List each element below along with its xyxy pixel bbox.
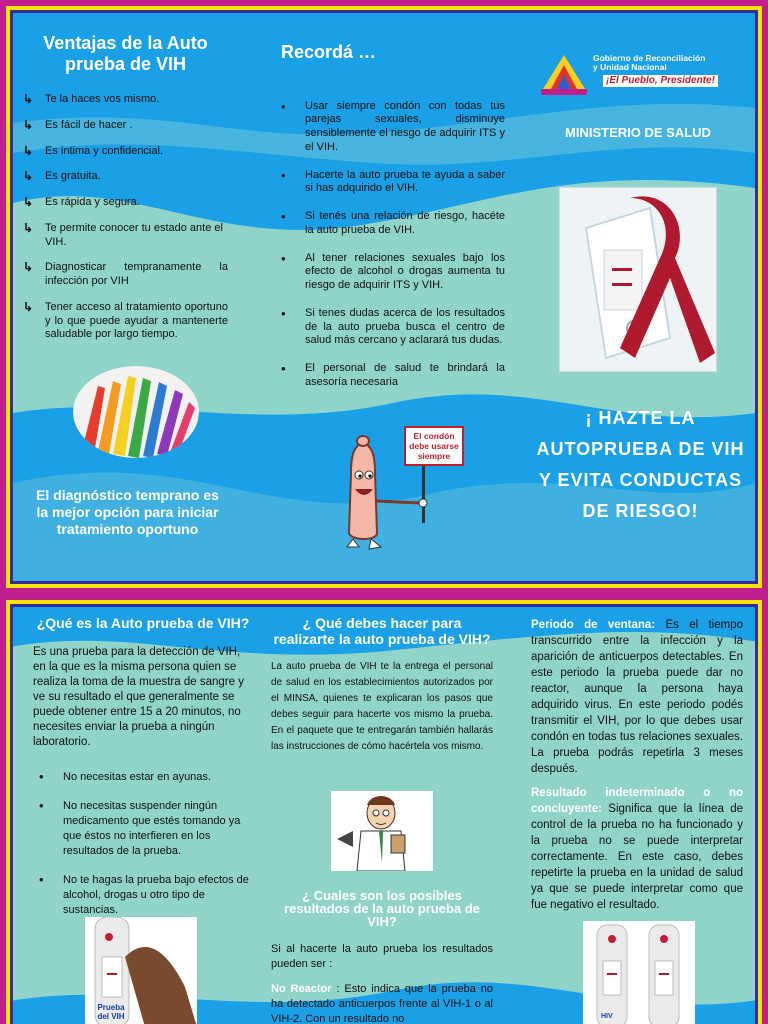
non-reactive-term: No Reactor — [271, 983, 332, 995]
arrow-bullet-icon: ↳ — [23, 143, 34, 158]
advantages-list — [23, 93, 228, 342]
arrow-bullet-icon: ↳ — [23, 169, 34, 184]
arrow-bullet-icon: ↳ — [23, 195, 34, 209]
ministry-name: MINISTERIO DE SALUD — [565, 125, 711, 140]
how-to-column — [271, 615, 493, 755]
list-item: ↳ Tener acceso al tratamiento oportuno y lo que puede ayudar a mantenerte saludable por largo tiempo. — [23, 299, 228, 341]
list-item: ↳ Es fácil de hacer . — [23, 117, 133, 132]
brochure-inner-side — [0, 594, 768, 1024]
list-item: • No te hagas la prueba bajo efectos de alcohol, drogas u otro tipo de sustancias. — [33, 873, 253, 918]
advantages-title: Ventajas de la Auto prueba de VIH — [43, 33, 208, 74]
what-is-list — [33, 770, 253, 918]
non-reactive-text: No Reactor : Esto indica que la prueba no ha detectado anticuerpos frente al VIH-1 o al VIH-2. Con un resultado no — [271, 983, 494, 1024]
list-item: • Hacerte la auto prueba te ayuda a saber si has adquirido el VIH. — [275, 169, 505, 197]
brochure-panel — [13, 13, 755, 581]
hiv-test-ribbon-image — [559, 187, 717, 372]
window-period-text: Periodo de ventana: Es el tiempo transcurrido entre la infección y la aparición de anticuerpos detectables. En este periodo la prueba puede dar no reactor, aunque la persona haya adquirido virus. En este periodo podés transmitir el VIH, por lo que debes usar condón en todas tus relaciones sexuales. La prueba podrás repetirla 3 meses después. — [531, 619, 743, 775]
logo-text-line1: Gobierno de Reconciliación — [593, 53, 706, 63]
logo-text-line2: y Unidad Nacional — [593, 62, 667, 72]
arrow-bullet-icon: ↳ — [23, 260, 34, 275]
list-item: ↳ Es intima y confidencial. — [23, 143, 163, 158]
remember-title: Recordá … — [281, 42, 377, 62]
page-frame — [6, 600, 762, 1024]
what-is-column — [33, 615, 253, 932]
what-is-text: Es una prueba para la detección de VIH, en la que es la misma persona quien se realiza la toma de la muestra de sangre y ve su resultado el que generalmente se puede obtener entre 15 a 20 minutos, no necesites enviar la prueba a ningún laboratorio. — [33, 646, 244, 748]
list-item: • No necesitas estar en ayunas. — [33, 770, 253, 785]
doctor-illustration — [331, 791, 433, 871]
list-item: • Al tener relaciones sexuales bajo los efecto de alcohol o drogas aumenta tu riesgo de adquirir ITS y VIH. — [275, 252, 505, 293]
colorful-hands-image — [73, 366, 199, 458]
list-item: • Usar siempre condón con todas tus parejas sexuales, disminuye sensiblemente el riesgo de adquirir ITS y el VIH. — [275, 100, 505, 155]
list-item: ↳ Te permite conocer tu estado ante el VIH. — [23, 220, 223, 248]
results-title: ¿ Cuales son los posibles resultados de la auto prueba de VIH? — [284, 888, 480, 929]
arrow-bullet-icon: ↳ — [23, 117, 34, 132]
remember-list — [275, 100, 505, 390]
advantages-column — [23, 33, 228, 354]
results-section — [271, 889, 493, 1024]
government-logo — [539, 49, 739, 101]
window-period-term: Periodo de ventana: — [531, 619, 656, 631]
list-item: ↳ Es gratuita. — [23, 169, 101, 184]
list-item: • Si tenés una relación de riesgo, hacéte la auto prueba de VIH. — [275, 210, 505, 238]
remember-column — [275, 41, 505, 404]
test-results-image — [583, 921, 695, 1024]
kit-label: HIV — [601, 1013, 613, 1020]
early-diagnosis-slogan: El diagnóstico temprano es la mejor opción para iniciar tratamiento oportuno — [36, 487, 219, 537]
what-is-title: ¿Qué es la Auto prueba de VIH? — [36, 615, 250, 631]
arrow-bullet-icon: ↳ — [23, 92, 34, 106]
window-period-column — [531, 617, 743, 913]
self-test-kit-image — [85, 917, 197, 1024]
list-item: ↳ Es rápida y segura. — [23, 195, 140, 209]
indeterminate-text: Resultado indeterminado o no concluyente: Significa que la línea de control de la prueba no ha funcionado y la prueba no se puede interpretar correctamente. En este caso, debes repetirte la prueba en la unidad de salud ya que se puede interpretar como que fue negativo el resultado. — [531, 787, 743, 911]
main-slogan: ¡ HAZTE LA AUTOPRUEBA DE VIH Y EVITA CONDUCTAS DE RIESGO! — [536, 408, 745, 521]
arrow-bullet-icon: ↳ — [23, 299, 34, 314]
indeterminate-term: Resultado indeterminado o no concluyente: — [531, 787, 743, 815]
list-item: • Si tenes dudas acerca de los resultados de la auto prueba busca el centro de salud más cercano y aclarará tus dudas. — [275, 307, 505, 348]
results-intro: Si al hacerte la auto prueba los resultados pueden ser : — [271, 943, 493, 970]
page-frame — [6, 6, 762, 588]
list-item: • El personal de salud te brindará la asesoría necesaria — [275, 362, 505, 390]
kit-label: Prueba del VIH — [97, 1003, 125, 1021]
logo-motto: ¡El Pueblo, Presidente! — [603, 75, 718, 87]
arrow-bullet-icon: ↳ — [23, 220, 34, 235]
list-item: ↳ Diagnosticar tempranamente la infección por VIH — [23, 260, 228, 287]
list-item: • No necesitas suspender ningún medicamento que estés tomando ya que éstos no interfieren en los resultados de la prueba. — [33, 799, 253, 859]
brochure-panel — [13, 607, 755, 1024]
logo-emblem-icon — [539, 49, 589, 97]
list-item: ↳ Te la haces vos mismo. — [23, 92, 160, 106]
condom-sign: El condón debe usarse siempre — [404, 426, 464, 466]
how-to-title: ¿ Qué debes hacer para realizarte la auto prueba de VIH? — [273, 615, 491, 647]
how-to-text: La auto prueba de VIH te la entrega el personal de salud en los establecimientos autorizados por el MINSA, quienes te explicaran los pasos que debes seguir para hacerte vos mismo la prueba. En el paquete que te entregarán también hallarás las instrucciones de cómo hacértela vos mismo. — [271, 661, 493, 752]
